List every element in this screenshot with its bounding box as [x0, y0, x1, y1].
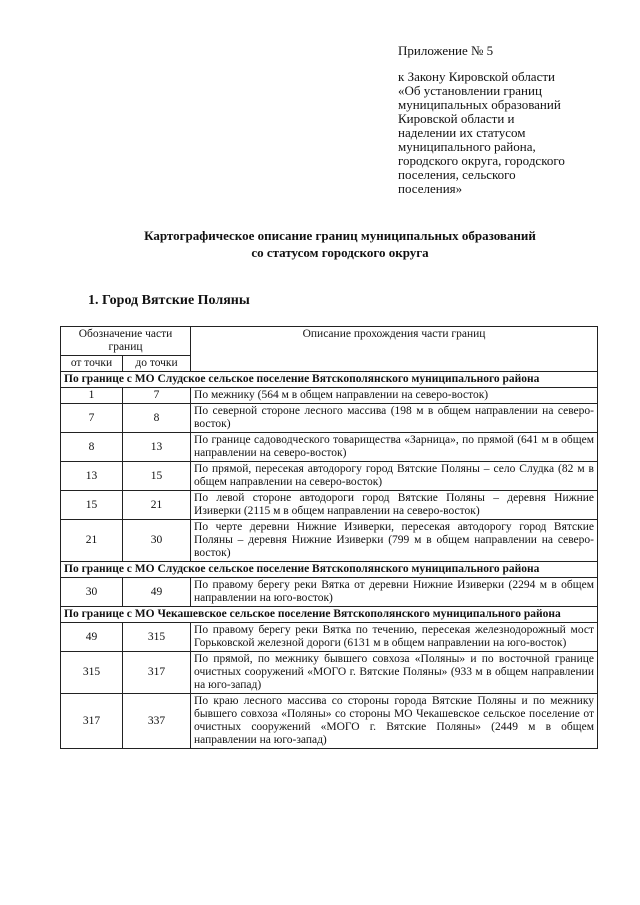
- document-title: [60, 227, 620, 261]
- description-cell: По левой стороне автодороги город Вятские Поляны – деревня Нижние Изиверки (2115 м в общем направлении на северо-восток): [191, 491, 598, 520]
- appendix-line: «Об установлении границ: [398, 83, 542, 98]
- appendix-title: Приложение № 5: [398, 43, 494, 58]
- section-row-title: По границе с МО Слудское сельское поселение Вятскополянского муниципального района: [61, 372, 598, 388]
- appendix-line: к Закону Кировской области: [398, 69, 555, 84]
- table-row: [61, 462, 598, 491]
- appendix-line: наделении их статусом: [398, 125, 526, 140]
- document-title-line: Картографическое описание границ муниципальных образований: [144, 228, 536, 243]
- section-row-title: По границе с МО Чекашевское сельское поселение Вятскополянского муниципального района: [61, 607, 598, 623]
- description-cell: По межнику (564 м в общем направлении на северо-восток): [191, 388, 598, 404]
- table-row: [61, 623, 598, 652]
- description-cell: По прямой, пересекая автодорогу город Вятские Поляны – село Слудка (82 м в общем направлении на северо-восток): [191, 462, 598, 491]
- table-row: [61, 694, 598, 749]
- header-description: Описание прохождения части границ: [191, 327, 598, 372]
- description-cell: По черте деревни Нижние Изиверки, пересекая автодорогу город Вятские Поляны – деревня Нижние Изиверки (799 м в общем направлении на северо-восток): [191, 520, 598, 562]
- appendix-line: муниципальных образований: [398, 97, 561, 112]
- to-point-cell: 337: [123, 694, 191, 749]
- from-point-cell: 49: [61, 623, 123, 652]
- appendix-line: Кировской области и: [398, 111, 515, 126]
- from-point-cell: 317: [61, 694, 123, 749]
- to-point-cell: 21: [123, 491, 191, 520]
- appendix-block: [398, 44, 628, 196]
- from-point-cell: 30: [61, 578, 123, 607]
- to-point-cell: 30: [123, 520, 191, 562]
- header-from-point: от точки: [61, 356, 123, 372]
- table-row: [61, 652, 598, 694]
- table-section-row: [61, 372, 598, 388]
- table-row: [61, 520, 598, 562]
- to-point-cell: 315: [123, 623, 191, 652]
- table-body: [61, 372, 598, 749]
- to-point-cell: 13: [123, 433, 191, 462]
- to-point-cell: 7: [123, 388, 191, 404]
- table-section-row: [61, 607, 598, 623]
- header-to-point: до точки: [123, 356, 191, 372]
- description-cell: По правому берегу реки Вятка от деревни Нижние Изиверки (2294 м в общем направлении на юго-восток): [191, 578, 598, 607]
- table-header: [61, 327, 598, 372]
- from-point-cell: 315: [61, 652, 123, 694]
- table-row: [61, 578, 598, 607]
- table-section-row: [61, 562, 598, 578]
- to-point-cell: 15: [123, 462, 191, 491]
- from-point-cell: 7: [61, 404, 123, 433]
- document-title-line: со статусом городского округа: [251, 245, 429, 260]
- section-heading: 1. Город Вятские Поляны: [88, 293, 250, 308]
- boundary-table: [60, 326, 598, 749]
- table-row: [61, 388, 598, 404]
- table-row: [61, 433, 598, 462]
- table-row: [61, 491, 598, 520]
- from-point-cell: 15: [61, 491, 123, 520]
- appendix-line: поселения»: [398, 181, 463, 196]
- description-cell: По правому берегу реки Вятка по течению, пересекая железнодорожный мост Горьковской железной дороги (6131 м в общем направлении на юго-восток): [191, 623, 598, 652]
- from-point-cell: 8: [61, 433, 123, 462]
- description-cell: По прямой, по межнику бывшего совхоза «Поляны» и по восточной границе очистных сооружений «МОГО г. Вятские Поляны» (933 м в общем направлении на юго-запад): [191, 652, 598, 694]
- section-row-title: По границе с МО Слудское сельское поселение Вятскополянского муниципального района: [61, 562, 598, 578]
- appendix-line: городского округа, городского: [398, 153, 565, 168]
- from-point-cell: 21: [61, 520, 123, 562]
- description-cell: По краю лесного массива со стороны города Вятские Поляны и по межнику бывшего совхоза «Поляны» со стороны МО Чекашевское сельское поселение от очистных сооружений «МОГО г. Вятские Поляны» (2449 м в общем направлении на юго-запад): [191, 694, 598, 749]
- to-point-cell: 8: [123, 404, 191, 433]
- from-point-cell: 1: [61, 388, 123, 404]
- to-point-cell: 317: [123, 652, 191, 694]
- from-point-cell: 13: [61, 462, 123, 491]
- header-part-designation: Обозначение части границ: [61, 327, 191, 356]
- appendix-line: поселения, сельского: [398, 167, 516, 182]
- description-cell: По границе садоводческого товарищества «Зарница», по прямой (641 м в общем направлении на северо-восток): [191, 433, 598, 462]
- table-row: [61, 404, 598, 433]
- to-point-cell: 49: [123, 578, 191, 607]
- appendix-line: муниципального района,: [398, 139, 536, 154]
- description-cell: По северной стороне лесного массива (198 м в общем направлении на северо-восток): [191, 404, 598, 433]
